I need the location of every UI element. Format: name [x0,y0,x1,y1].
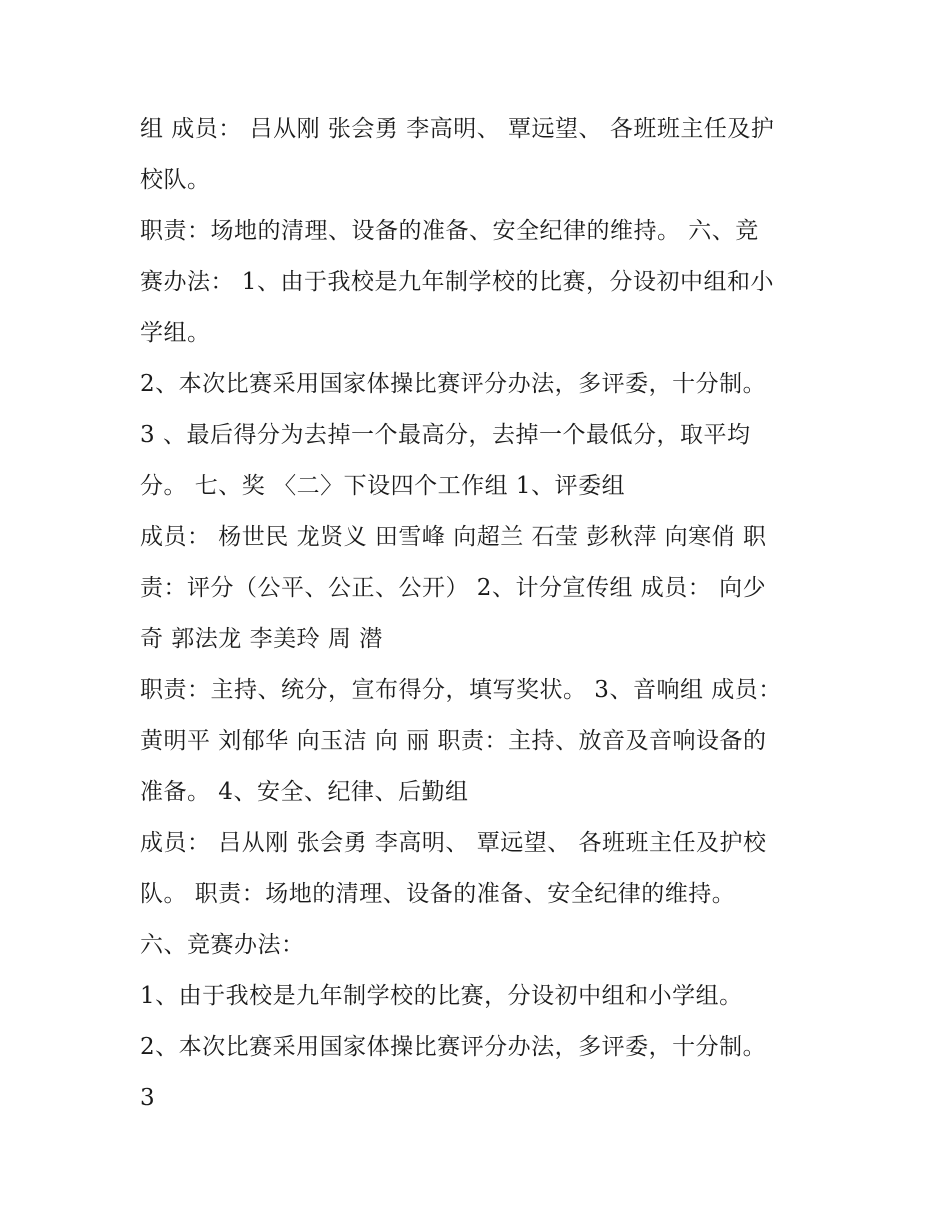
text-line-1: 组 成员： 吕从刚 张会勇 李高明、 覃远望、 各班班主任及护 [140,116,775,142]
text-line-14: 准备。 4、安全、纪律、后勤组 [140,779,469,805]
text-line-9: 成员： 杨世民 龙贤义 田雪峰 向超兰 石莹 彭秋萍 向寒俏 职 [140,524,767,550]
text-line-15: 成员： 吕从刚 张会勇 李高明、 覃远望、 各班班主任及护校 [140,830,767,856]
text-line-20: 3 [140,1085,156,1111]
text-line-17: 六、竞赛办法： [140,932,305,958]
document-body [140,104,820,1124]
text-line-11: 奇 郭法龙 李美玲 周 潜 [140,626,383,652]
text-line-6: 2、本次比赛采用国家体操比赛评分办法，多评委，十分制。 [140,371,767,397]
text-line-18: 1、由于我校是九年制学校的比赛，分设初中组和小学组。 [140,983,743,1009]
text-line-5: 学组。 [140,320,211,346]
text-line-2: 校队。 [140,167,211,193]
text-line-8: 分。 七、奖 〈二〉下设四个工作组 1、评委组 [140,473,626,499]
text-line-16: 队。 职责：场地的清理、设备的准备、安全纪律的维持。 [140,881,736,907]
text-line-3: 职责：场地的清理、设备的准备、安全纪律的维持。 六、竞 [140,218,759,244]
text-line-12: 职责：主持、统分，宣布得分，填写奖状。 3、音响组 成员： [140,677,782,703]
text-line-19: 2、本次比赛采用国家体操比赛评分办法，多评委，十分制。 [140,1034,767,1060]
text-line-10: 责：评分（公平、公正、公开） 2、计分宣传组 成员： 向少 [140,575,767,601]
text-line-4: 赛办法： 1、由于我校是九年制学校的比赛，分设初中组和小 [140,269,774,295]
text-line-13: 黄明平 刘郁华 向玉洁 向 丽 职责：主持、放音及音响设备的 [140,728,767,754]
text-line-7: 3 、最后得分为去掉一个最高分，去掉一个最低分，取平均 [140,422,751,448]
